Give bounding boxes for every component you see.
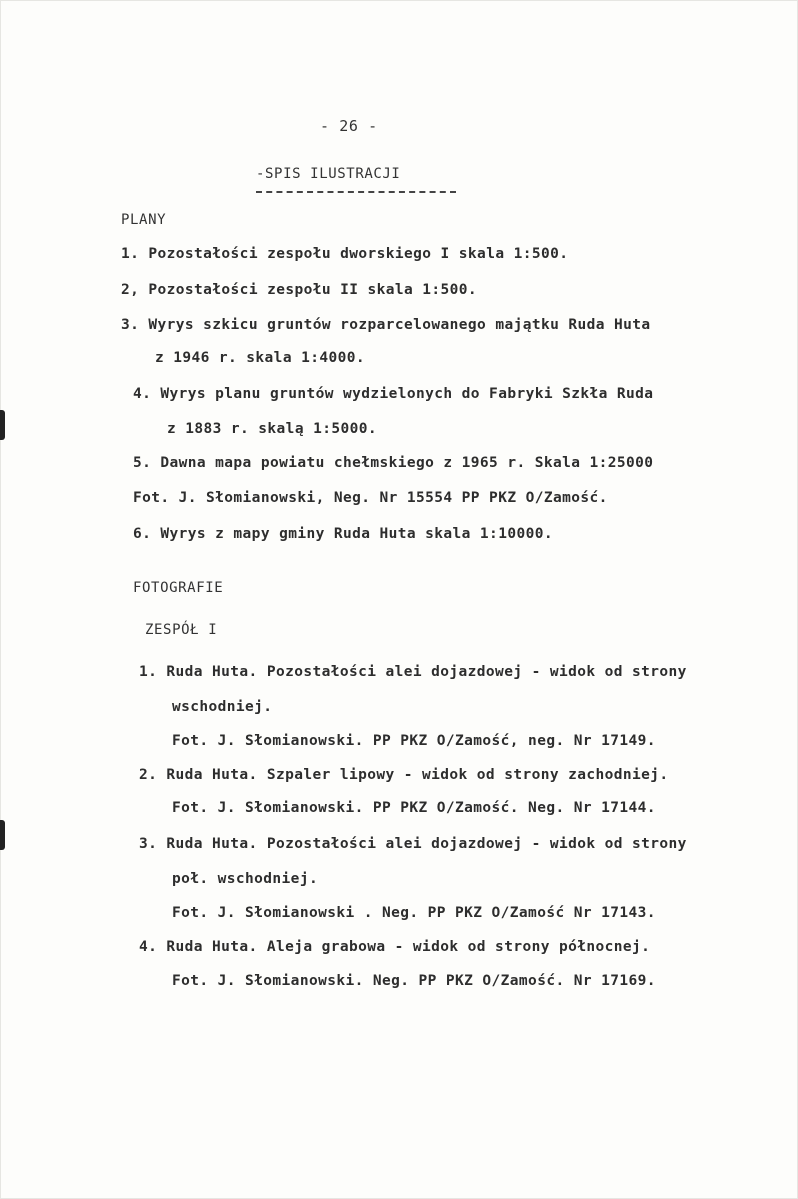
list-item: 6. Wyrys z mapy gminy Ruda Huta skala 1:10000. xyxy=(133,526,553,542)
page-number: - 26 - xyxy=(320,117,378,135)
list-item: 2, Pozostałości zespołu II skala 1:500. xyxy=(121,282,478,298)
list-item: 3. Wyrys szkicu gruntów rozparcelowanego majątku Ruda Huta xyxy=(121,317,651,333)
list-item: 2. Ruda Huta. Szpaler lipowy - widok od strony zachodniej. xyxy=(139,767,669,783)
document-title: -SPIS ILUSTRACJI xyxy=(256,166,401,182)
binding-hole-mark xyxy=(0,410,5,440)
list-item: 4. Ruda Huta. Aleja grabowa - widok od strony północnej. xyxy=(139,939,651,955)
list-item: 1. Pozostałości zespołu dworskiego I skala 1:500. xyxy=(121,246,569,262)
list-item-continuation: z 1883 r. skalą 1:5000. xyxy=(167,421,377,437)
list-item-continuation: Fot. J. Słomianowski. PP PKZ O/Zamość, neg. Nr 17149. xyxy=(172,733,656,749)
list-item-continuation: Fot. J. Słomianowski, Neg. Nr 15554 PP PKZ O/Zamość. xyxy=(133,490,608,506)
list-item: 4. Wyrys planu gruntów wydzielonych do Fabryki Szkła Ruda xyxy=(133,386,654,402)
subsection-heading: ZESPÓŁ I xyxy=(145,622,218,638)
list-item-continuation: wschodniej. xyxy=(172,699,273,715)
list-item: 3. Ruda Huta. Pozostałości alei dojazdowej - widok od strony xyxy=(139,836,687,852)
list-item-continuation: Fot. J. Słomianowski. PP PKZ O/Zamość. Neg. Nr 17144. xyxy=(172,800,656,816)
section-heading-fotografie: FOTOGRAFIE xyxy=(133,580,224,596)
list-item-continuation: Fot. J. Słomianowski. Neg. PP PKZ O/Zamość. Nr 17169. xyxy=(172,973,656,989)
title-underline xyxy=(256,187,456,193)
list-item-continuation: poł. wschodniej. xyxy=(172,871,319,887)
list-item: 1. Ruda Huta. Pozostałości alei dojazdowej - widok od strony xyxy=(139,664,687,680)
list-item-continuation: z 1946 r. skala 1:4000. xyxy=(155,350,365,366)
list-item-continuation: Fot. J. Słomianowski . Neg. PP PKZ O/Zamość Nr 17143. xyxy=(172,905,656,921)
section-heading-plany: PLANY xyxy=(121,212,167,228)
binding-hole-mark xyxy=(0,820,5,850)
list-item: 5. Dawna mapa powiatu chełmskiego z 1965 r. Skala 1:25000 xyxy=(133,455,654,471)
